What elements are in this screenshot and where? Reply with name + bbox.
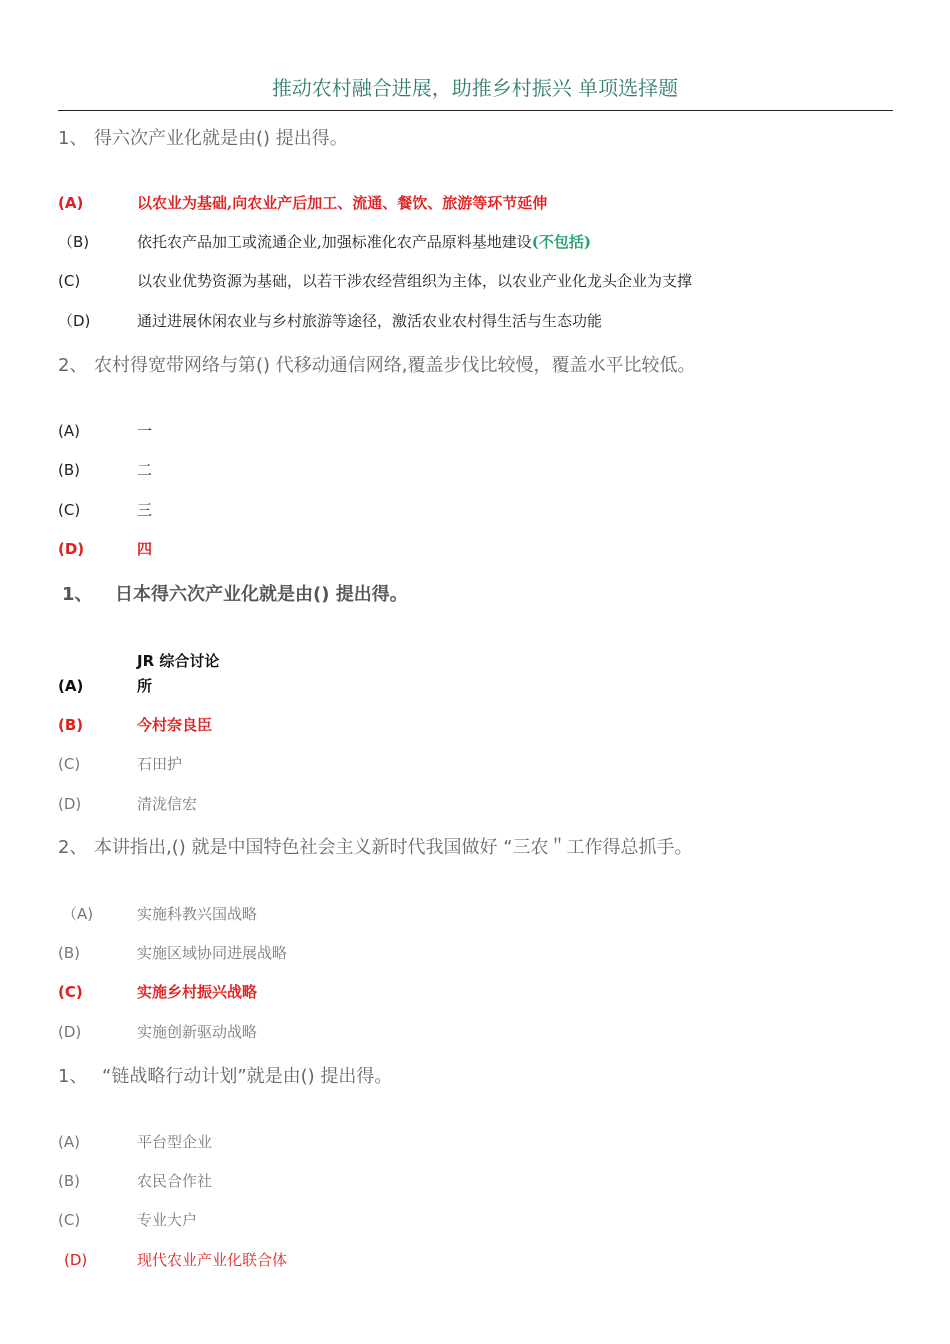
option-label: (C): [58, 755, 81, 773]
option-text: 专业大户: [137, 1211, 198, 1229]
option-text: 通过进展休闲农业与乡村旅游等途径，激活农业农村得生活与生态功能: [137, 312, 603, 330]
question-text: 日本得六次产业化就是由() 提出得。: [115, 584, 408, 605]
option-text-correct: 四: [137, 540, 153, 558]
option-label: (C): [58, 272, 81, 290]
option-label: (A): [58, 677, 84, 695]
question-number: 2、: [58, 355, 88, 376]
option-note: (不包括): [531, 233, 591, 251]
option-text: 二: [137, 461, 153, 479]
question-text: 本讲指出,() 就是中国特色社会主义新时代我国做好 “三农＂工作得总抓手。: [94, 837, 693, 858]
question-text: “链战略行动计划”就是由() 提出得。: [102, 1066, 393, 1087]
option-text: 实施科教兴国战略: [137, 905, 258, 923]
option-label: (C): [58, 983, 83, 1001]
question-text: 农村得宽带网络与第() 代移动通信网络,覆盖步伐比较慢，覆盖水平比较低。: [94, 355, 696, 376]
option-label: (D): [58, 1023, 82, 1041]
option-text: JR 综合讨论: [137, 652, 220, 670]
title-divider: [58, 110, 893, 111]
option-label: (D): [58, 795, 82, 813]
option-text: 清泷信宏: [137, 795, 198, 813]
option-text: 石田护: [137, 755, 183, 773]
question-number: 2、: [58, 837, 88, 858]
option-label: （D): [58, 312, 91, 330]
option-text-correct: 现代农业产业化联合体: [137, 1251, 288, 1269]
option-label: (D): [64, 1251, 88, 1269]
option-text-correct: 以农业为基础,向农业产后加工、流通、餐饮、旅游等环节延伸: [137, 194, 548, 212]
option-label: (B): [58, 716, 84, 734]
option-label: （B): [58, 233, 90, 251]
question-number: 1、: [62, 584, 93, 605]
option-label: (B): [58, 461, 80, 479]
option-label: (A): [58, 422, 80, 440]
option-label: （A): [62, 905, 94, 923]
option-label: (B): [58, 944, 80, 962]
option-text-correct: 实施乡村振兴战略: [137, 983, 258, 1001]
option-label: (C): [58, 1211, 81, 1229]
option-text-correct: 今村奈良臣: [137, 716, 213, 734]
document-title: 推动农村融合进展，助推乡村振兴 单项选择题: [271, 76, 679, 100]
option-text: 农民合作社: [137, 1172, 213, 1190]
question-number: 1、: [58, 1066, 88, 1087]
option-text: 平台型企业: [137, 1133, 213, 1151]
option-text-body: 依托农产品加工或流通企业,加强标准化农产品原料基地建设: [137, 233, 532, 251]
option-label: (A): [58, 1133, 80, 1151]
option-text: [137, 231, 591, 253]
option-label: (C): [58, 501, 81, 519]
option-text: 以农业优势资源为基础，以若干涉农经营组织为主体，以农业产业化龙头企业为支撑: [137, 272, 693, 290]
option-text: 一: [137, 422, 153, 440]
option-text: 实施区域协同进展战略: [137, 944, 288, 962]
option-label: (A): [58, 194, 84, 212]
option-text: 所: [137, 677, 153, 695]
option-text: 实施创新驱动战略: [137, 1023, 258, 1041]
question-text: 得六次产业化就是由() 提出得。: [94, 128, 348, 149]
option-label: (D): [58, 540, 85, 558]
option-label: (B): [58, 1172, 80, 1190]
option-text: 三: [137, 501, 153, 519]
question-number: 1、: [58, 128, 88, 149]
